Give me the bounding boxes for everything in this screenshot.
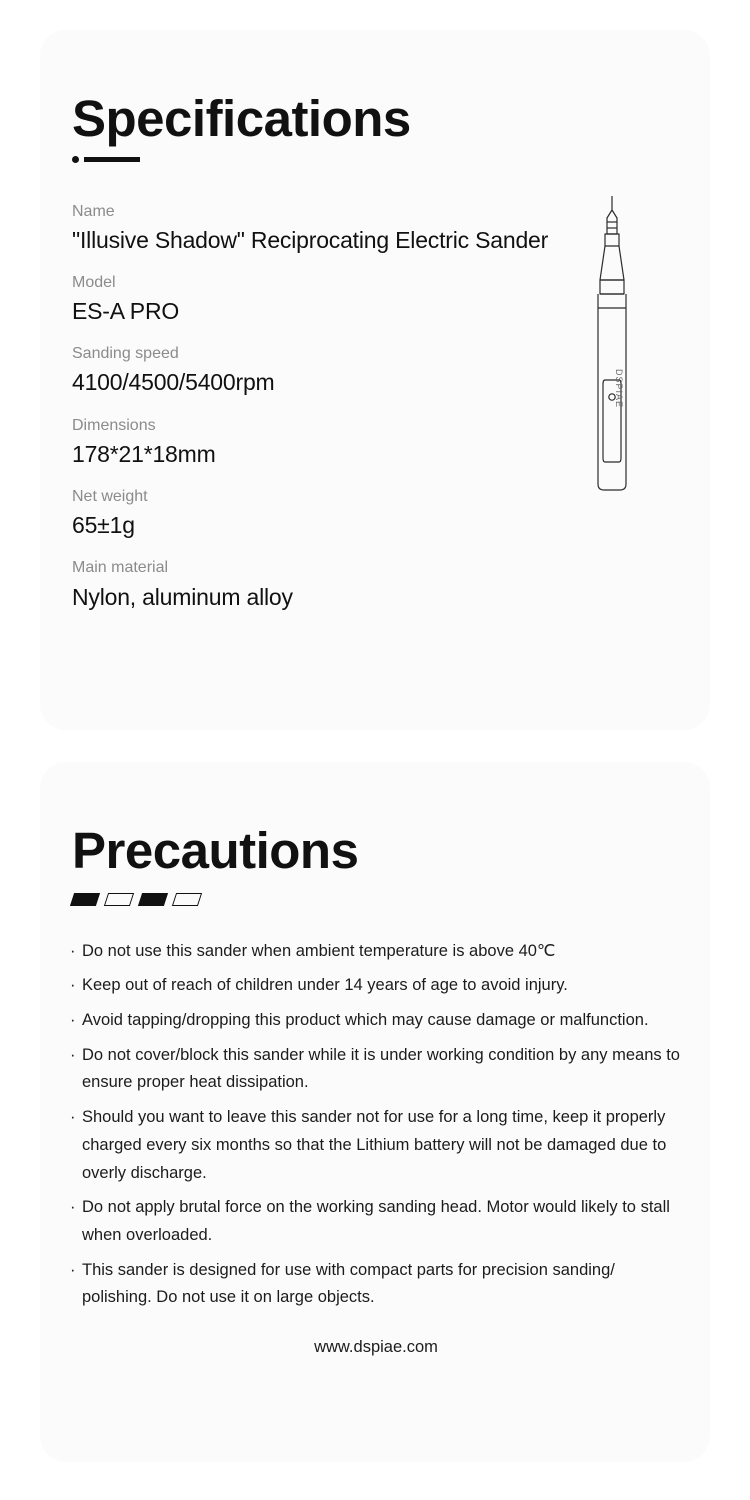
list-item (70, 938, 682, 966)
spec-row-main-material (72, 556, 550, 612)
precaution-text: Should you want to leave this sander not for use for a long time, keep it properly charged every six months so that the Lithium battery will not be damaged due to overly discharge. (82, 1108, 667, 1182)
spec-label: Name (72, 202, 115, 220)
dash-hollow (104, 893, 134, 906)
list-item (70, 1104, 682, 1187)
specifications-body (40, 200, 710, 628)
spec-row-model (72, 271, 550, 327)
dash-decoration (72, 892, 710, 908)
product-illustration (550, 194, 700, 628)
spec-row-dimensions (72, 414, 550, 470)
spec-value: "Illusive Shadow" Reciprocating Electric Sander (72, 226, 549, 253)
precautions-card (40, 762, 710, 1462)
spec-label: Main material (72, 559, 169, 577)
spec-value: 65±1g (72, 512, 135, 539)
product-brand-label: DSPIAE (614, 368, 624, 408)
precautions-heading: Precautions (72, 822, 359, 879)
bullet-marker: · (70, 1010, 76, 1029)
specifications-heading: Specifications (72, 90, 411, 147)
dash-hollow (172, 893, 202, 906)
precaution-text: Avoid tapping/dropping this product which may cause damage or malfunction. (82, 1010, 649, 1029)
list-item (70, 1007, 682, 1035)
precaution-text: Do not cover/block this sander while it is under working condition by any means to ensure proper heat dissipation. (82, 1045, 680, 1092)
spec-row-net-weight (72, 485, 550, 541)
list-item (70, 1042, 682, 1097)
precaution-text: Do not apply brutal force on the working sanding head. Motor would likely to stall when overloaded. (82, 1198, 670, 1245)
precaution-text: Do not use this sander when ambient temperature is above 40℃ (82, 941, 556, 960)
dash-solid (138, 893, 168, 906)
spec-label: Model (72, 273, 116, 291)
spec-label: Net weight (72, 488, 148, 506)
website-url[interactable]: www.dspiae.com (314, 1338, 438, 1357)
spec-value: 178*21*18mm (72, 440, 216, 467)
heading-underline-decoration (72, 154, 710, 166)
specifications-list (40, 200, 550, 628)
bullet-marker: · (70, 1108, 76, 1127)
spec-label: Dimensions (72, 416, 156, 434)
precaution-text: Keep out of reach of children under 14 years of age to avoid injury. (82, 976, 568, 995)
spec-row-sanding-speed (72, 342, 550, 398)
spec-value: ES-A PRO (72, 298, 180, 325)
spec-label: Sanding speed (72, 345, 179, 363)
precautions-list (40, 938, 710, 1358)
list-item (70, 1194, 682, 1249)
spec-value: 4100/4500/5400rpm (72, 369, 275, 396)
bullet-marker: · (70, 941, 76, 960)
electric-sander-line-drawing (550, 194, 700, 614)
bar-decoration (84, 157, 140, 162)
bullet-marker: · (70, 976, 76, 995)
list-item (70, 1257, 682, 1312)
list-item (70, 972, 682, 1000)
specifications-card (40, 30, 710, 730)
dash-solid (70, 893, 100, 906)
dot-decoration (72, 156, 79, 163)
bullet-marker: · (70, 1260, 76, 1279)
bullet-marker: · (70, 1198, 76, 1217)
spec-value: Nylon, aluminum alloy (72, 583, 293, 610)
precaution-text: This sander is designed for use with compact parts for precision sanding/ polishing. Do not use it on large objects. (82, 1260, 615, 1307)
bullet-marker: · (70, 1045, 76, 1064)
spec-row-name (72, 200, 550, 256)
